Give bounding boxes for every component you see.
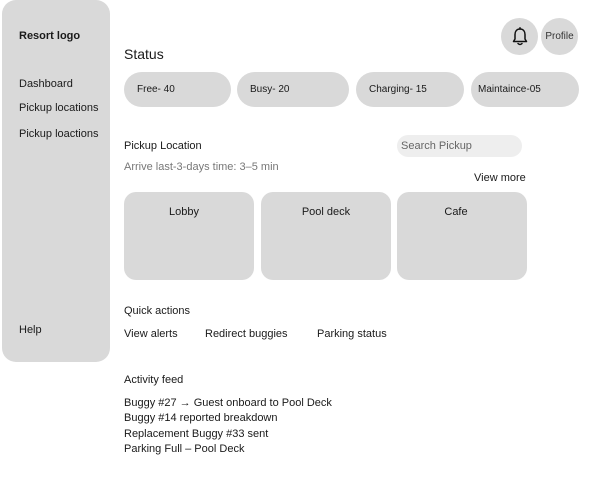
location-card-label: Pool deck (301, 206, 351, 218)
resort-logo: Resort logo (19, 30, 81, 42)
search-pickup-input[interactable] (397, 135, 522, 157)
location-card-lobby[interactable] (124, 192, 254, 280)
activity-item: Parking Full – Pool Deck (124, 443, 245, 455)
sidebar (2, 0, 110, 362)
activity-feed-title: Activity feed (124, 374, 184, 386)
location-card-label: Cafe (444, 206, 468, 218)
bell-icon (511, 27, 529, 47)
quick-actions-title: Quick actions (124, 305, 191, 317)
location-card-label: Lobby (169, 206, 199, 218)
parking-status-button[interactable]: Parking status (317, 328, 387, 340)
sidebar-item-pickup-loactions[interactable]: Pickup loactions (19, 128, 99, 140)
sidebar-item-pickup-locations[interactable]: Pickup locations (19, 102, 99, 114)
profile-label: Profile (545, 31, 574, 42)
activity-item: Replacement Buggy #33 sent (124, 428, 269, 440)
status-pill-busy: Busy- 20 (237, 72, 349, 107)
status-title: Status (124, 46, 164, 62)
location-card-pool-deck[interactable] (261, 192, 391, 280)
redirect-buggies-button[interactable]: Redirect buggies (205, 328, 288, 340)
sidebar-item-dashboard[interactable]: Dashboard (19, 78, 73, 90)
arrive-time-text: Arrive last-3-days time: 3–5 min (124, 161, 279, 173)
activity-item: Buggy #27 → Guest onboard to Pool Deck (124, 397, 332, 409)
status-pill-free: Free- 40 (124, 72, 231, 107)
view-alerts-button[interactable]: View alerts (124, 328, 178, 340)
status-pill-charging: Charging- 15 (356, 72, 464, 107)
notification-button[interactable] (501, 18, 538, 55)
sidebar-item-help[interactable]: Help (19, 324, 42, 336)
activity-item: Buggy #14 reported breakdown (124, 412, 278, 424)
profile-button[interactable] (541, 18, 578, 55)
pickup-location-title: Pickup Location (124, 140, 202, 152)
status-pill-maintenance: Maintaince-05 (471, 72, 579, 107)
location-card-cafe[interactable] (397, 192, 527, 280)
view-more-link[interactable]: View more (474, 172, 526, 184)
